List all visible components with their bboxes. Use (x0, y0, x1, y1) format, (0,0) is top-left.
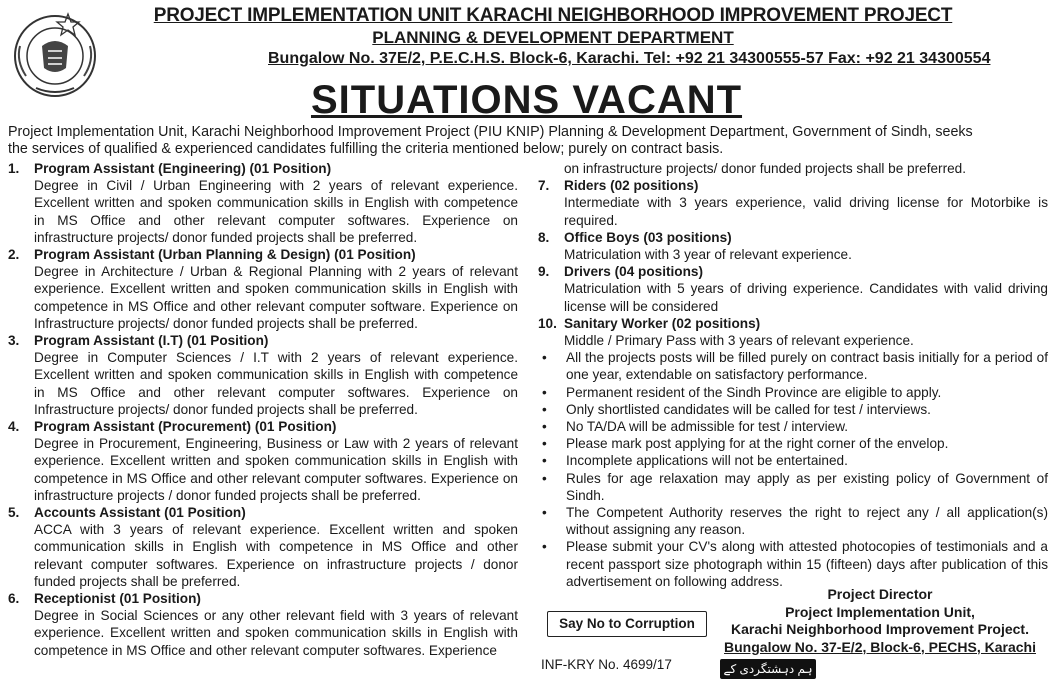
job-item (8, 418, 518, 504)
list-item: • No TA/DA will be admissible for test / interview. (542, 419, 849, 435)
job-item (8, 246, 518, 332)
header-organization: PROJECT IMPLEMENTATION UNIT KARACHI NEIGHBORHOOD IMPROVEMENT PROJECT (153, 5, 953, 26)
bullet-icon: • (542, 419, 547, 435)
terms-list (538, 349, 1048, 590)
signoff-project: Karachi Neighborhood Improvement Project. (731, 621, 1029, 637)
bullet-icon: • (542, 384, 547, 400)
job-title: 8. Office Boys (03 positions) (538, 229, 732, 245)
job-item (8, 504, 518, 590)
job-description: Middle / Primary Pass with 3 years of relevant experience. (564, 333, 914, 349)
signoff-address: Bungalow No. 37-E/2, Block-6, PECHS, Karachi (724, 638, 1036, 655)
bullet-icon: • (542, 350, 547, 366)
list-item: • Permanent resident of the Sindh Province are eligible to apply. (542, 384, 942, 400)
job-title: 1. Program Assistant (Engineering) (01 Position) (8, 161, 332, 176)
job-item (8, 590, 518, 659)
job-item (538, 315, 1048, 349)
left-column (8, 160, 518, 659)
signoff-unit: Project Implementation Unit, (785, 603, 975, 620)
list-item: • Please mark post applying for at the right corner of the envelop. (542, 436, 949, 452)
list-item: • The Competent Authority reserves the right to reject any / all application(s) without assigning any reason. (542, 505, 1048, 538)
list-item: • Please submit your CV's along with attested photocopies of testimonials and a recent passport size photograph within 15 (fifteen) days after publication of this advertisement on following address. (542, 539, 1048, 589)
job-item (8, 332, 518, 418)
bullet-icon: • (542, 436, 547, 452)
bullet-icon: • (542, 401, 547, 417)
right-column (538, 160, 1048, 590)
job-title: 3. Program Assistant (I.T) (01 Position) (8, 333, 269, 349)
job-item (538, 177, 1048, 229)
signoff-block (712, 586, 1048, 656)
job-description-continued: on infrastructure projects/ donor funded projects shall be preferred. (564, 161, 966, 176)
job-description: Matriculation with 3 year of relevant experience. (564, 247, 852, 263)
signoff-title: Project Director (827, 586, 933, 602)
intro-line-2: the services of qualified & experienced candidates fulfilling the criteria mentioned below; purely on contract basis. (8, 141, 724, 157)
page-title: SITUATIONS VACANT (310, 78, 743, 122)
bullet-icon: • (542, 505, 547, 521)
header-department: PLANNING & DEVELOPMENT DEPARTMENT (372, 28, 734, 47)
intro-paragraph (8, 124, 1048, 158)
job-title: 5. Accounts Assistant (01 Position) (8, 505, 246, 521)
list-item: • Incomplete applications will not be entertained. (542, 453, 848, 469)
job-description: Matriculation with 5 years of driving experience. Candidates with valid driving license will be considered (564, 281, 1048, 314)
list-item: • Only shortlisted candidates will be called for test / interviews. (542, 401, 931, 417)
list-item: • Rules for age relaxation may apply as per existing policy of Government of Sindh. (542, 470, 1048, 503)
job-description: Degree in Civil / Urban Engineering with 2 years of relevant experience. Excellent written and spoken communication skills in English with competence in MS Office and other relevant computer softwares. Experience on infrastructure projects/ donor funded projects shall be preferred. (34, 178, 518, 245)
say-no-to-corruption-badge: Say No to Corruption (547, 611, 707, 637)
job-description: Degree in Social Sciences or any other relevant field with 3 years of relevant experience. Excellent written and spoken communication skills in English with competence in MS Office and other relevant computer softwares. Experience (34, 608, 518, 658)
header (108, 5, 998, 69)
header-address: Bungalow No. 37E/2, P.E.C.H.S. Block-6, Karachi. Tel: +92 21 34300555-57 Fax: +92 21 34300554 (268, 50, 991, 67)
job-title: 7. Riders (02 positions) (538, 178, 699, 194)
job-title: 2. Program Assistant (Urban Planning & Design) (01 Position) (8, 247, 416, 263)
list-item: • All the projects posts will be filled purely on contract basis initially for a period of one year, extendable on satisfactory performance. (542, 350, 1048, 383)
job-description: Degree in Architecture / Urban & Regional Planning with 2 years of relevant experience. Excellent written and spoken communication skills in English with competence in MS Office and other relevant computer software. Experience on Infrastructure projects/ donor funded projects shall be preferred. (34, 264, 518, 331)
job-description: Intermediate with 3 years experience, valid driving license for Motorbike is required. (564, 195, 1048, 228)
job-item (538, 263, 1048, 315)
job-title: 9. Drivers (04 positions) (538, 264, 703, 280)
intro-line-1: Project Implementation Unit, Karachi Neighborhood Improvement Project (PIU KNIP) Planning & Development Department, Government of Sindh, seeks (8, 124, 973, 140)
job-title: 6. Receptionist (01 Position) (8, 591, 201, 607)
job-description: ACCA with 3 years of relevant experience. Excellent written and spoken communication skills in English with competence in MS Office and other relevant computer softwares. Experience on infrastructure projects / donor funded projects shall be preferred. (34, 522, 518, 589)
job-title: 4. Program Assistant (Procurement) (01 Position) (8, 419, 337, 435)
job-item (538, 229, 1048, 263)
bullet-icon: • (542, 470, 547, 486)
job-description: Degree in Procurement, Engineering, Business or Law with 2 years of relevant experience. Excellent written and spoken communication skills in English with competence in MS Office and other relevant computer softwares. Experience on infrastructure projects / donor funded projects shall be preferred. (34, 436, 518, 503)
urdu-slogan: ہم دہشتگردی کے خلاف متحد ہیں۔ (720, 659, 816, 679)
job-description: Degree in Computer Sciences / I.T with 2 years of relevant experience. Excellent written and spoken communication skills in English with competence in MS Office and other relevant computer softwares. Experience on Infrastructure projects/ donor funded projects shall be preferred. (34, 350, 518, 417)
reference-number: INF-KRY No. 4699/17 (541, 657, 672, 672)
bullet-icon: • (542, 539, 547, 555)
bullet-icon: • (542, 453, 547, 469)
job-title: 10. Sanitary Worker (02 positions) (538, 315, 761, 331)
job-item (8, 160, 518, 246)
